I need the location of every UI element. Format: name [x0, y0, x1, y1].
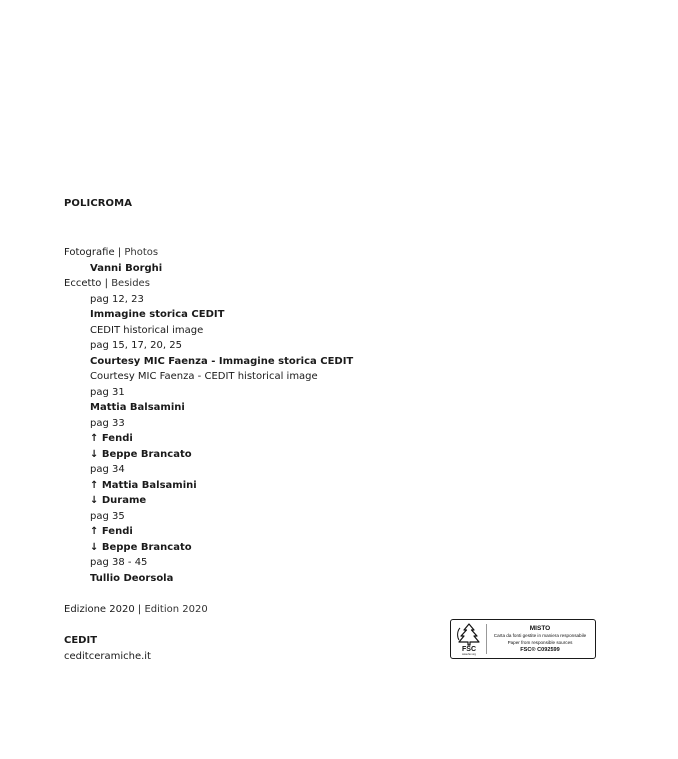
credit-detail: pag 15, 17, 20, 25 [90, 340, 182, 351]
credit-detail: pag 34 [90, 464, 125, 475]
photos-label-en: Photos [124, 247, 159, 258]
besides-heading [64, 276, 544, 292]
fsc-line-it: Carta da fonti gestite in maniera responsabile [493, 633, 587, 638]
company-name: CEDIT [64, 635, 98, 646]
fsc-label [450, 619, 596, 659]
page-title: POLICROMA [64, 198, 133, 209]
credit-detail: pag 31 [90, 386, 125, 398]
credit-detail: pag 38 - 45 [90, 557, 148, 568]
fsc-text-block [487, 624, 593, 654]
credit-name: Courtesy MIC Faenza - Immagine storica CEDIT [90, 355, 354, 367]
besides-label-en: Besides [111, 278, 150, 289]
separator: | [117, 247, 122, 258]
credit-name: ↑ Fendi [90, 526, 133, 537]
fsc-category: MISTO [529, 625, 551, 632]
fsc-logo-graphic [454, 622, 484, 656]
company-block [64, 633, 151, 664]
fsc-logo-url: www.fsc.org [462, 653, 476, 656]
credit-detail: Courtesy MIC Faenza - CEDIT historical image [90, 371, 318, 382]
credit-detail: CEDIT historical image [90, 324, 204, 336]
besides-label-it: Eccetto [64, 278, 102, 289]
separator: | [104, 278, 108, 289]
credit-detail: pag 12, 23 [90, 293, 144, 305]
fsc-license-code: FSC® C092599 [520, 647, 560, 653]
fsc-tree-icon [454, 622, 484, 656]
credit-list [64, 292, 544, 587]
fsc-logo-text: FSC [462, 646, 476, 653]
credit-name: Immagine storica CEDIT [90, 309, 225, 320]
edition-label-it: Edizione 2020 [64, 604, 135, 615]
credit-name: ↓ Durame [90, 495, 147, 506]
separator: | [137, 604, 142, 615]
company-website[interactable]: ceditceramiche.it [64, 650, 151, 662]
credit-name: ↑ Fendi [90, 433, 133, 444]
photographer-name: Vanni Borghi [90, 262, 163, 274]
fsc-line-en: Paper from responsible sources [507, 639, 573, 645]
edition-label-en: Edition 2020 [144, 604, 208, 615]
credit-name: ↑ Mattia Balsamini [90, 479, 197, 491]
credit-name: Tullio Deorsola [90, 572, 174, 584]
credit-name: ↓ Beppe Brancato [90, 541, 192, 553]
credit-name: Mattia Balsamini [90, 402, 185, 413]
photos-label-it: Fotografie [64, 247, 115, 258]
photo-credits [64, 245, 544, 586]
credit-detail: pag 35 [90, 510, 125, 522]
edition-line [64, 602, 208, 617]
photos-heading [64, 245, 544, 261]
credit-name: ↓ Beppe Brancato [90, 448, 192, 460]
credit-detail: pag 33 [90, 417, 125, 429]
